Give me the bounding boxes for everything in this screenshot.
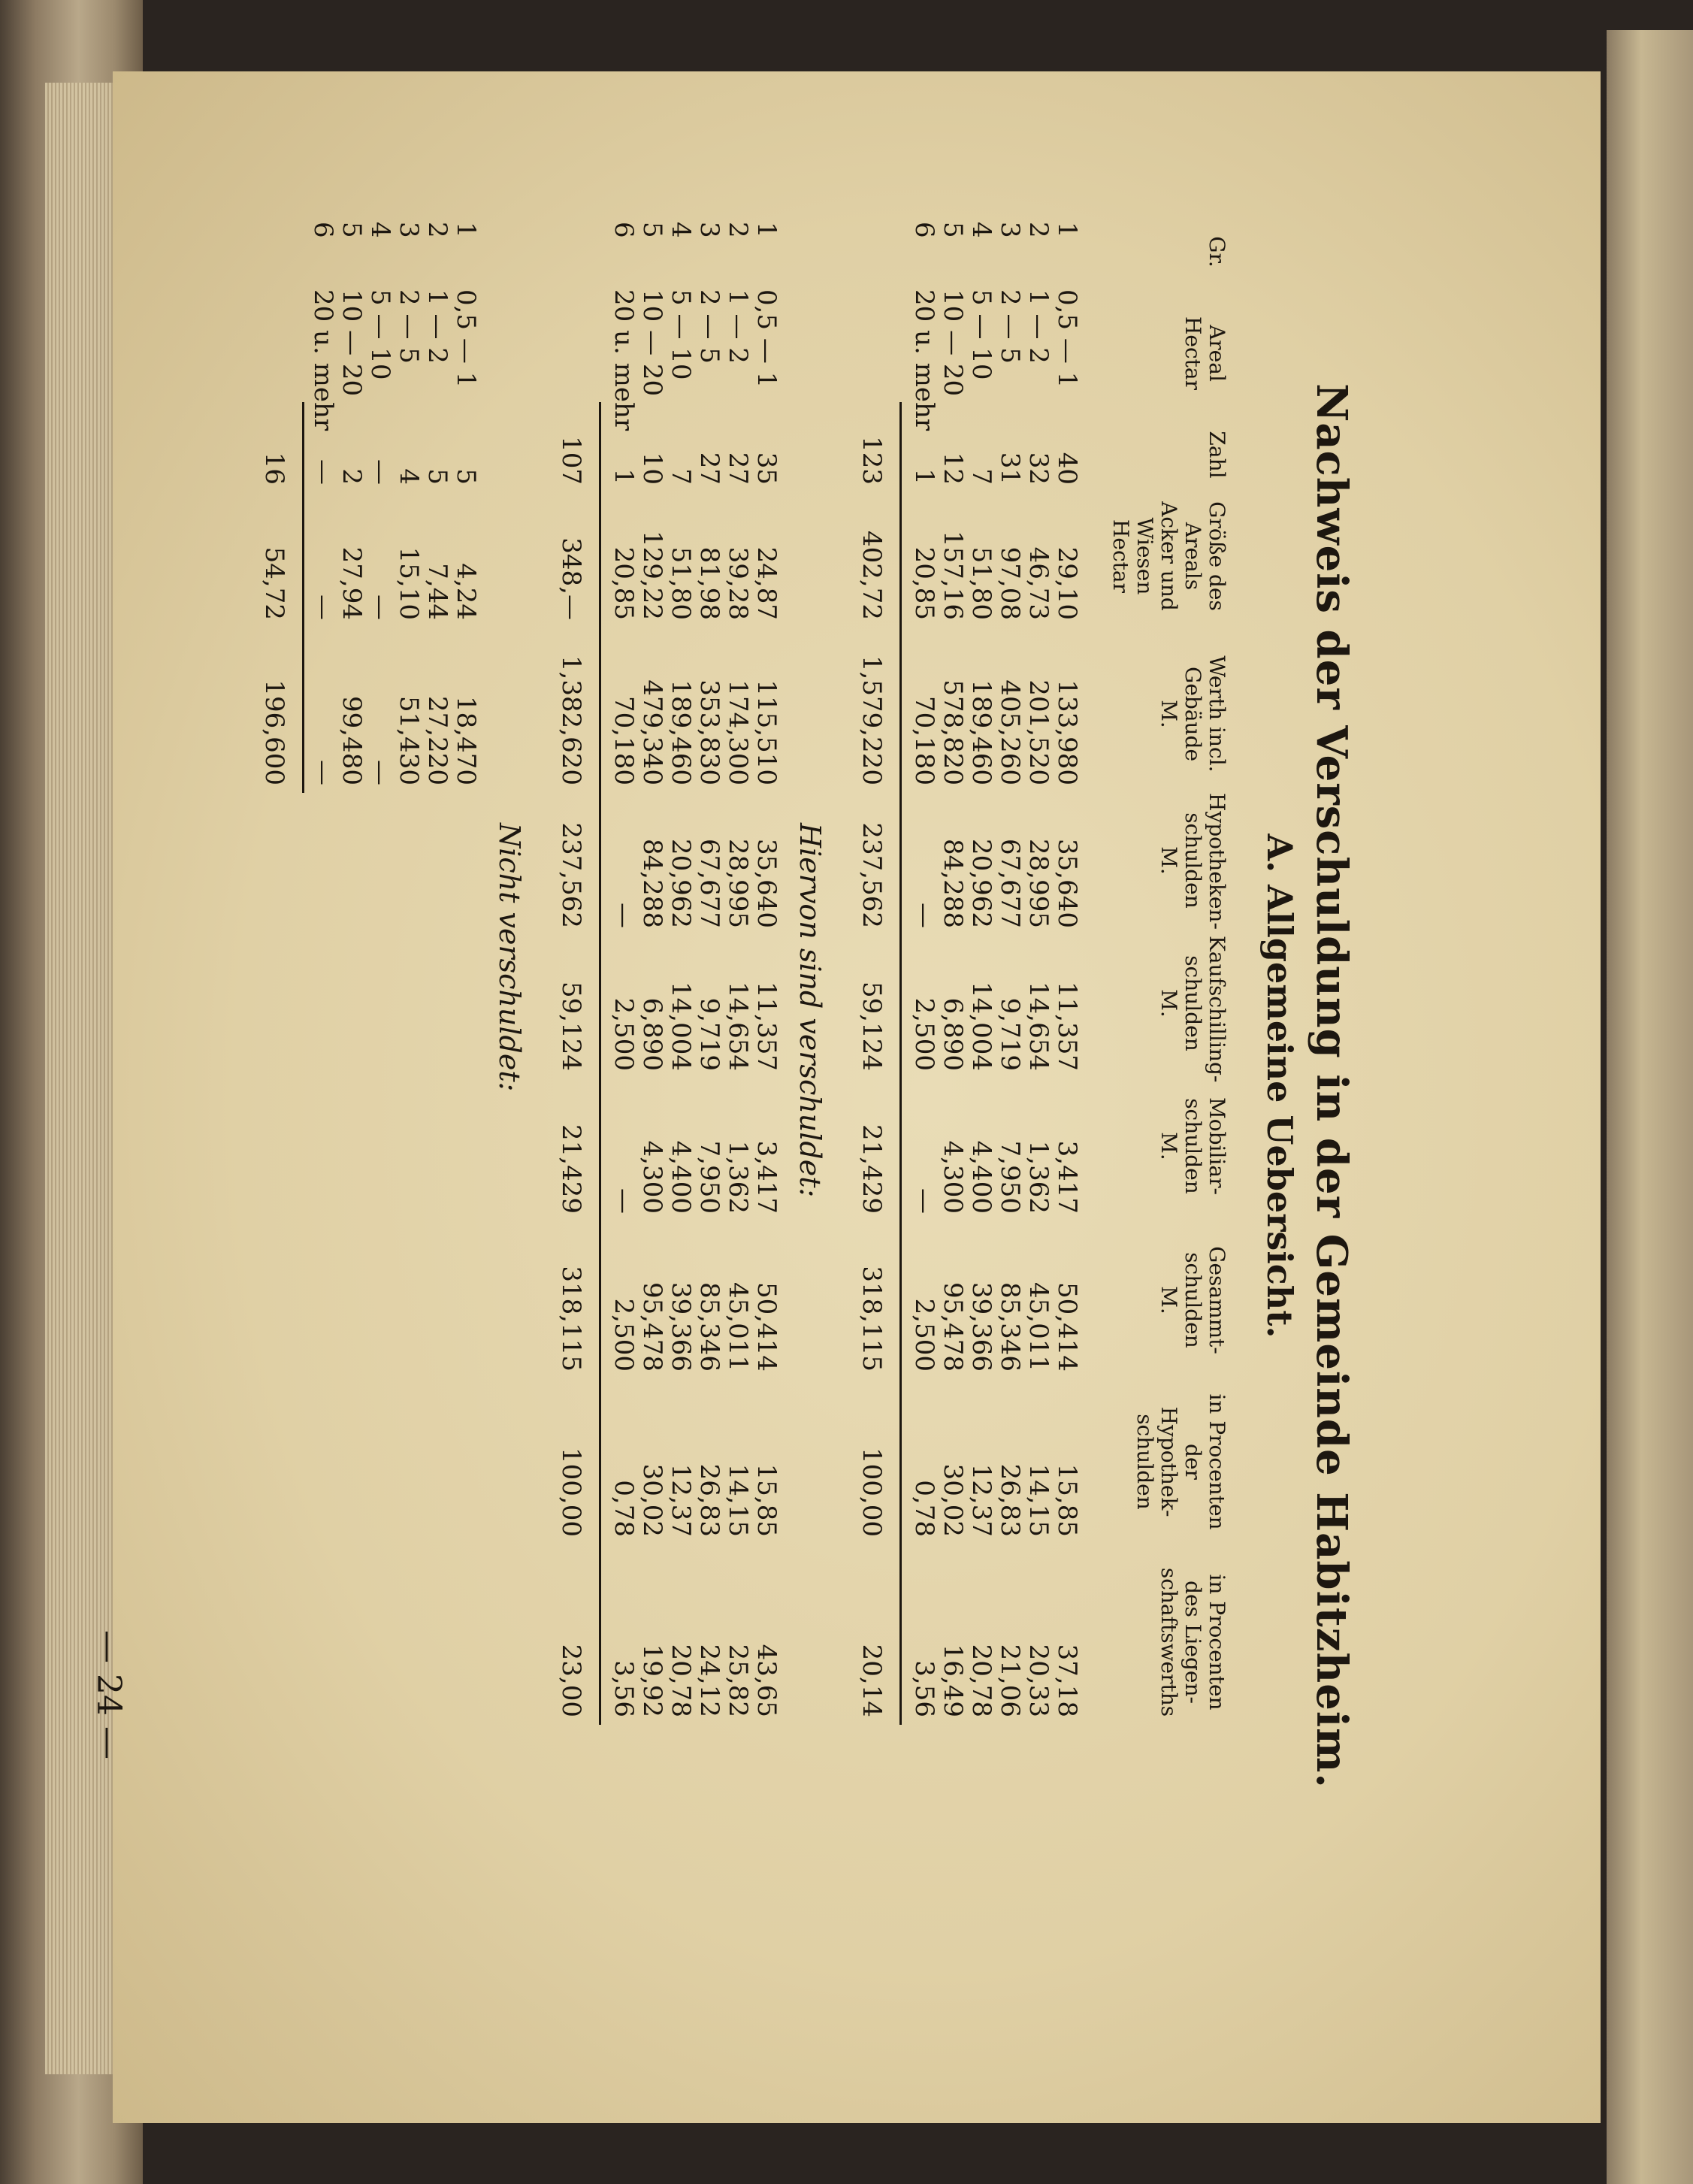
column-header-line: schulden	[1181, 812, 1205, 909]
table-cell: 1	[609, 468, 639, 485]
table-cell: 7	[966, 468, 996, 485]
horizontal-rule	[899, 402, 902, 1725]
total-cell: 318,115	[857, 1266, 887, 1372]
table-cell: 2	[1023, 222, 1054, 238]
column-header-line: M.	[1156, 700, 1181, 728]
table-cell: 129,22	[637, 531, 667, 620]
table-cell: 67,677	[694, 839, 724, 928]
table-cell: 28,995	[723, 839, 753, 928]
table-cell: 4,400	[666, 1140, 696, 1214]
total-cell: 16	[259, 452, 289, 485]
table-cell: 0,78	[609, 1480, 639, 1537]
table-cell: 20,78	[966, 1644, 996, 1717]
table-cell: 39,28	[723, 546, 753, 620]
column-header-line: Kaufschilling-	[1205, 936, 1229, 1083]
column-header	[1156, 793, 1229, 928]
column-header-line: des Liegen-	[1181, 1581, 1205, 1704]
table-cell: 84,288	[938, 839, 968, 928]
table-cell: 39,366	[966, 1282, 996, 1372]
table-cell: 7	[666, 468, 696, 485]
table-cell: 29,10	[1052, 546, 1082, 620]
horizontal-rule	[302, 402, 304, 793]
table-cell: 174,300	[723, 679, 753, 785]
table-cell: —	[609, 903, 639, 928]
table-cell: 20,962	[666, 839, 696, 928]
table-cell: 3,56	[909, 1660, 939, 1717]
table-cell: 4	[394, 468, 424, 485]
column-header-line: M.	[1156, 846, 1181, 875]
table-cell: 14,004	[666, 982, 696, 1071]
table-cell: 4,400	[966, 1140, 996, 1214]
column-header	[1156, 1229, 1229, 1372]
table-cell: 1	[1052, 222, 1082, 238]
table-cell: 7,950	[995, 1140, 1025, 1214]
total-cell: 123	[857, 436, 887, 485]
table-cell: 0,5 — 1	[451, 289, 481, 389]
total-cell: 100,00	[556, 1447, 586, 1537]
table-cell: 1	[909, 468, 939, 485]
table-cell: 26,83	[995, 1463, 1025, 1537]
total-cell: 107	[556, 436, 586, 485]
table-cell: 5 — 10	[666, 289, 696, 380]
table-cell: 15,10	[394, 546, 424, 620]
total-cell: 100,00	[857, 1447, 887, 1537]
table-cell: 3,417	[751, 1140, 782, 1214]
table-cell: 5	[637, 222, 667, 238]
table-cell: 28,995	[1023, 839, 1054, 928]
table-cell: 40	[1052, 452, 1082, 485]
table-cell: 5 — 10	[365, 289, 395, 380]
table-cell: 7,950	[694, 1140, 724, 1214]
table-cell: 99,480	[337, 696, 367, 785]
table-cell: 24,12	[694, 1644, 724, 1717]
table-cell: 0,5 — 1	[751, 289, 782, 389]
total-cell: 54,72	[259, 546, 289, 620]
table-cell: —	[365, 459, 395, 485]
table-cell: 2	[422, 222, 452, 238]
table-cell: 353,830	[694, 679, 724, 785]
table-cell: 10 — 20	[938, 289, 968, 397]
table-cell: —	[308, 760, 338, 785]
table-cell: 27,220	[422, 696, 452, 785]
table-cell: —	[365, 760, 395, 785]
column-header	[1132, 1387, 1229, 1537]
table-cell: 3	[694, 222, 724, 238]
table-cell: 14,004	[966, 982, 996, 1071]
table-cell: —	[909, 1188, 939, 1214]
table-cell: 27	[694, 452, 724, 485]
column-header-line: Hectar	[1108, 519, 1133, 593]
section-heading: Hiervon sind verschuldet:	[794, 823, 827, 1198]
table-cell: —	[308, 459, 338, 485]
table-cell: 4	[966, 222, 996, 238]
column-header-line: Gr.	[1205, 236, 1229, 268]
table-cell: 10 — 20	[337, 289, 367, 397]
table-cell: 25,82	[723, 1644, 753, 1717]
table-cell: 6	[909, 222, 939, 238]
rotated-table-content	[60, 71, 1488, 2101]
total-cell: 402,72	[857, 531, 887, 620]
table-cell: 2 — 5	[694, 289, 724, 364]
table-cell: 0,5 — 1	[1052, 289, 1082, 389]
table-cell: 20,78	[666, 1644, 696, 1717]
table-cell: 20,33	[1023, 1644, 1054, 1717]
table-cell: 5	[337, 222, 367, 238]
column-header-line: schulden	[1181, 955, 1205, 1051]
table-cell: 97,08	[995, 546, 1025, 620]
table-cell: 1,362	[1023, 1140, 1054, 1214]
total-cell: 1,579,220	[857, 655, 887, 785]
column-header-line: Acker und	[1156, 501, 1181, 611]
table-cell: 12,37	[966, 1463, 996, 1537]
table-cell: 1	[751, 222, 782, 238]
table-cell: 1 — 2	[723, 289, 753, 364]
table-cell: 85,346	[995, 1282, 1025, 1372]
table-cell: 81,98	[694, 546, 724, 620]
table-cell: 11,357	[751, 982, 782, 1071]
table-cell: 6	[609, 222, 639, 238]
column-header-line: M.	[1156, 1132, 1181, 1160]
table-cell: 2	[337, 468, 367, 485]
table-cell: 2,500	[609, 997, 639, 1071]
column-header-line: schaftswerths	[1156, 1567, 1181, 1717]
table-cell: —	[609, 1188, 639, 1214]
column-header-line: Mobiliar-	[1205, 1097, 1229, 1195]
table-cell: 2	[723, 222, 753, 238]
total-cell: 348,—	[556, 537, 586, 620]
table-cell: 20,85	[609, 546, 639, 620]
table-cell: 12,37	[666, 1463, 696, 1537]
table-cell: 20,85	[909, 546, 939, 620]
total-cell: 237,562	[857, 822, 887, 928]
column-header-line: Hypotheken-	[1205, 793, 1229, 930]
page-number: — 24 —	[89, 1630, 128, 1759]
column-header-line: Wiesen	[1132, 517, 1157, 595]
table-cell: 157,16	[938, 531, 968, 620]
table-cell: 578,820	[938, 679, 968, 785]
table-cell: —	[365, 594, 395, 620]
column-header	[1156, 1567, 1229, 1717]
table-cell: 3	[995, 222, 1025, 238]
table-cell: 26,83	[694, 1463, 724, 1537]
table-cell: 35,640	[751, 839, 782, 928]
page-title: Nachweis der Verschuldung in der Gemeinde Habitzheim.	[1307, 383, 1356, 1789]
column-header	[1205, 425, 1229, 485]
total-cell: 59,124	[857, 982, 887, 1071]
table-cell: 5	[451, 468, 481, 485]
table-cell: 37,18	[1052, 1644, 1082, 1717]
table-cell: 4,300	[637, 1140, 667, 1214]
column-header-line: der Hypothek-	[1156, 1406, 1205, 1517]
table-cell: 24,87	[751, 546, 782, 620]
total-cell: 23,00	[556, 1644, 586, 1717]
table-cell: 1 — 2	[422, 289, 452, 364]
column-header	[1205, 222, 1229, 282]
column-header-line: in Procenten	[1205, 1574, 1229, 1711]
table-cell: 11,357	[1052, 982, 1082, 1071]
column-header	[1181, 289, 1229, 417]
table-cell: 67,677	[995, 839, 1025, 928]
table-cell: 15,85	[1052, 1463, 1082, 1537]
table-cell: 45,011	[1023, 1282, 1054, 1372]
column-header-line: M.	[1156, 1286, 1181, 1314]
total-cell: 20,14	[857, 1644, 887, 1717]
column-header	[1108, 492, 1229, 620]
table-cell: 5	[422, 468, 452, 485]
total-cell: 318,115	[556, 1266, 586, 1372]
table-cell: 2,500	[909, 1298, 939, 1372]
table-cell: 10	[637, 452, 667, 485]
table-cell: 31	[995, 452, 1025, 485]
table-cell: 6,890	[637, 997, 667, 1071]
table-cell: 10 — 20	[637, 289, 667, 397]
table-cell: 45,011	[723, 1282, 753, 1372]
table-cell: 1,362	[723, 1140, 753, 1214]
table-cell: 189,460	[966, 679, 996, 785]
table-cell: 30,02	[637, 1463, 667, 1537]
column-header-line: schulden	[1181, 1098, 1205, 1194]
table-cell: 32	[1023, 452, 1054, 485]
table-cell: 95,478	[938, 1282, 968, 1372]
column-header-line: in Procenten	[1205, 1393, 1229, 1530]
column-header-line: M.	[1156, 989, 1181, 1018]
table-cell: 115,510	[751, 679, 782, 785]
table-cell: 46,73	[1023, 546, 1054, 620]
table-cell: 6	[308, 222, 338, 238]
table-cell: 35	[751, 452, 782, 485]
table-cell: 3	[394, 222, 424, 238]
column-header-line: schulden	[1181, 1252, 1205, 1348]
column-header-line: Areal	[1205, 325, 1229, 382]
table-cell: 14,654	[1023, 982, 1054, 1071]
table-cell: 20,962	[966, 839, 996, 928]
table-cell: 20 u. mehr	[909, 289, 939, 431]
column-header-line: Zahl	[1205, 431, 1229, 479]
table-cell: 4,24	[451, 563, 481, 620]
table-cell: 84,288	[637, 839, 667, 928]
table-cell: 405,260	[995, 679, 1025, 785]
total-cell: 59,124	[556, 982, 586, 1071]
table-cell: 7,44	[422, 563, 452, 620]
table-cell: 4,300	[938, 1140, 968, 1214]
table-cell: 201,520	[1023, 679, 1054, 785]
column-header-line: Größe des	[1205, 501, 1229, 611]
table-cell: 95,478	[637, 1282, 667, 1372]
column-header-line: Gesammt-	[1205, 1246, 1229, 1354]
table-cell: 20 u. mehr	[308, 289, 338, 431]
total-cell: 237,562	[556, 822, 586, 928]
table-cell: 39,366	[666, 1282, 696, 1372]
table-cell: 1 — 2	[1023, 289, 1054, 364]
table-cell: 51,80	[966, 546, 996, 620]
table-cell: 6,890	[938, 997, 968, 1071]
table-cell: 14,654	[723, 982, 753, 1071]
table-cell: 35,640	[1052, 839, 1082, 928]
table-cell: 43,65	[751, 1644, 782, 1717]
table-cell: 3,417	[1052, 1140, 1082, 1214]
table-cell: 20 u. mehr	[609, 289, 639, 431]
table-cell: 5	[938, 222, 968, 238]
table-cell: 18,470	[451, 696, 481, 785]
column-header-line: Areals	[1181, 522, 1205, 591]
table-cell: 12	[938, 452, 968, 485]
table-cell: 70,180	[609, 696, 639, 785]
table-cell: 21,06	[995, 1644, 1025, 1717]
table-cell: 0,78	[909, 1480, 939, 1537]
table-cell: 85,346	[694, 1282, 724, 1372]
table-cell: —	[909, 903, 939, 928]
table-cell: 27	[723, 452, 753, 485]
table-cell: 50,414	[1052, 1282, 1082, 1372]
table-cell: —	[308, 594, 338, 620]
table-cell: 2 — 5	[394, 289, 424, 364]
table-cell: 5 — 10	[966, 289, 996, 380]
column-header-line: Hectar	[1181, 316, 1205, 390]
table-cell: 14,15	[723, 1463, 753, 1537]
table-cell: 3,56	[609, 1660, 639, 1717]
adjacent-book	[1607, 30, 1693, 2184]
table-cell: 479,340	[637, 679, 667, 785]
table-cell: 51,430	[394, 696, 424, 785]
table-cell: 16,49	[938, 1644, 968, 1717]
table-cell: 30,02	[938, 1463, 968, 1537]
column-header-line: Werth incl.	[1205, 655, 1229, 773]
table-cell: 50,414	[751, 1282, 782, 1372]
section-heading: Nicht verschuldet:	[493, 823, 526, 1092]
table-cell: 70,180	[909, 696, 939, 785]
table-cell: 2 — 5	[995, 289, 1025, 364]
column-header-line: Gebäude	[1181, 666, 1205, 762]
table-cell: 1	[451, 222, 481, 238]
horizontal-rule	[599, 402, 601, 1725]
table-cell: 2,500	[609, 1298, 639, 1372]
table-cell: 15,85	[751, 1463, 782, 1537]
table-cell: 133,980	[1052, 679, 1082, 785]
total-cell: 21,429	[556, 1124, 586, 1214]
page-subtitle: A. Allgemeine Uebersicht.	[1259, 833, 1300, 1339]
table-cell: 14,15	[1023, 1463, 1054, 1537]
table-cell: 9,719	[694, 997, 724, 1071]
column-header	[1156, 936, 1229, 1083]
table-cell: 19,92	[637, 1644, 667, 1717]
table-cell: 189,460	[666, 679, 696, 785]
column-header	[1156, 643, 1229, 785]
total-cell: 21,429	[857, 1124, 887, 1214]
column-header	[1156, 1078, 1229, 1214]
column-header-line: schulden	[1132, 1414, 1157, 1510]
table-cell: 51,80	[666, 546, 696, 620]
table-cell: 4	[666, 222, 696, 238]
total-cell: 1,382,620	[556, 655, 586, 785]
table-cell: 2,500	[909, 997, 939, 1071]
table-cell: 4	[365, 222, 395, 238]
total-cell: 196,600	[259, 679, 289, 785]
table-cell: 27,94	[337, 546, 367, 620]
table-cell: 9,719	[995, 997, 1025, 1071]
